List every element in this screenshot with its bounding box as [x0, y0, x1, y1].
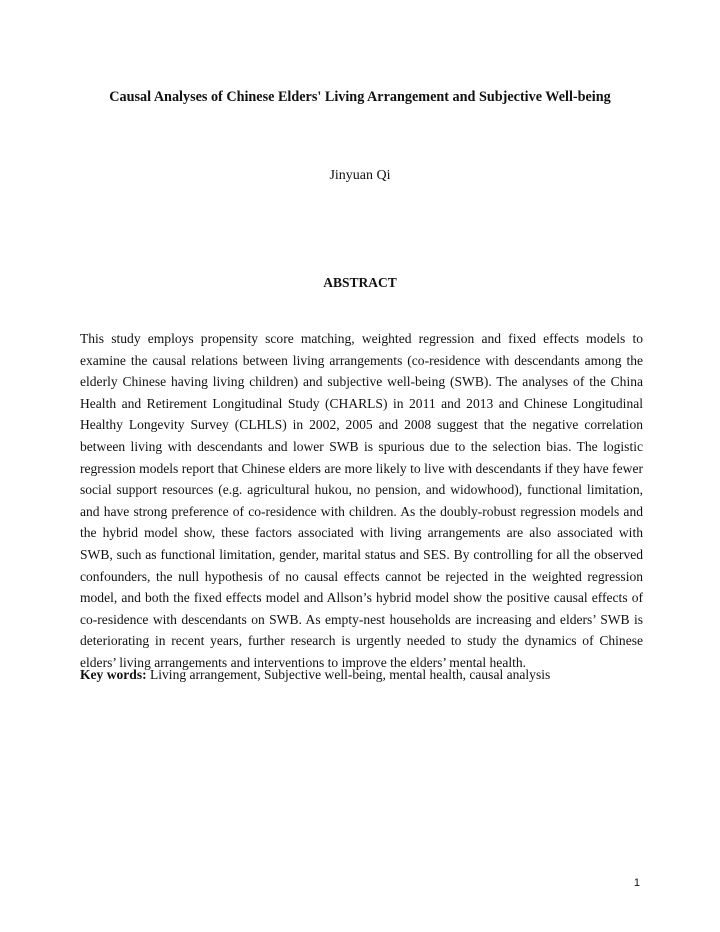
- keywords-text: Living arrangement, Subjective well-being, mental health, causal analysis: [146, 667, 551, 682]
- keywords-label: Key words:: [80, 667, 147, 682]
- author-name: Jinyuan Qi: [329, 168, 391, 183]
- page-number: 1: [633, 877, 640, 889]
- abstract-heading: ABSTRACT: [323, 275, 397, 290]
- abstract-body: This study employs propensity score matching, weighted regression and fixed effects models to examine the causal relations between living arrangements (co-residence with descendants among the elderly Chinese having living children) and subjective well-being (SWB). The analyses of the China Health and Retirement Longitudinal Study (CHARLS) in 2011 and 2013 and Chinese Longitudinal Healthy Longevity Survey (CLHLS) in 2002, 2005 and 2008 suggest that the negative correlation between living with descendants and lower SWB is spurious due to the selection bias. The logistic regression models report that Chinese elders are more likely to live with descendants if they have fewer social support resources (e.g. agricultural hukou, no pension, and widowhood), functional limitation, and have strong preference of co-residence with children. As the doubly-robust regression models and the hybrid model show, these factors associated with living arrangements are also associated with SWB, such as functional limitation, gender, marital status and SES. By controlling for all the observed confounders, the null hypothesis of no causal effects cannot be rejected in the weighted regression model, and both the fixed effects model and Allson’s hybrid model show the positive causal effects of co-residence with descendants on SWB. As empty-nest households are increasing and elders’ SWB is deteriorating in recent years, further research is urgently needed to study the dynamics of Chinese elders’ living arrangements and interventions to improve the elders’ mental health.: [80, 331, 643, 670]
- paper-title: Causal Analyses of Chinese Elders' Living Arrangement and Subjective Well-being: [109, 89, 611, 105]
- keywords-line: [80, 664, 643, 686]
